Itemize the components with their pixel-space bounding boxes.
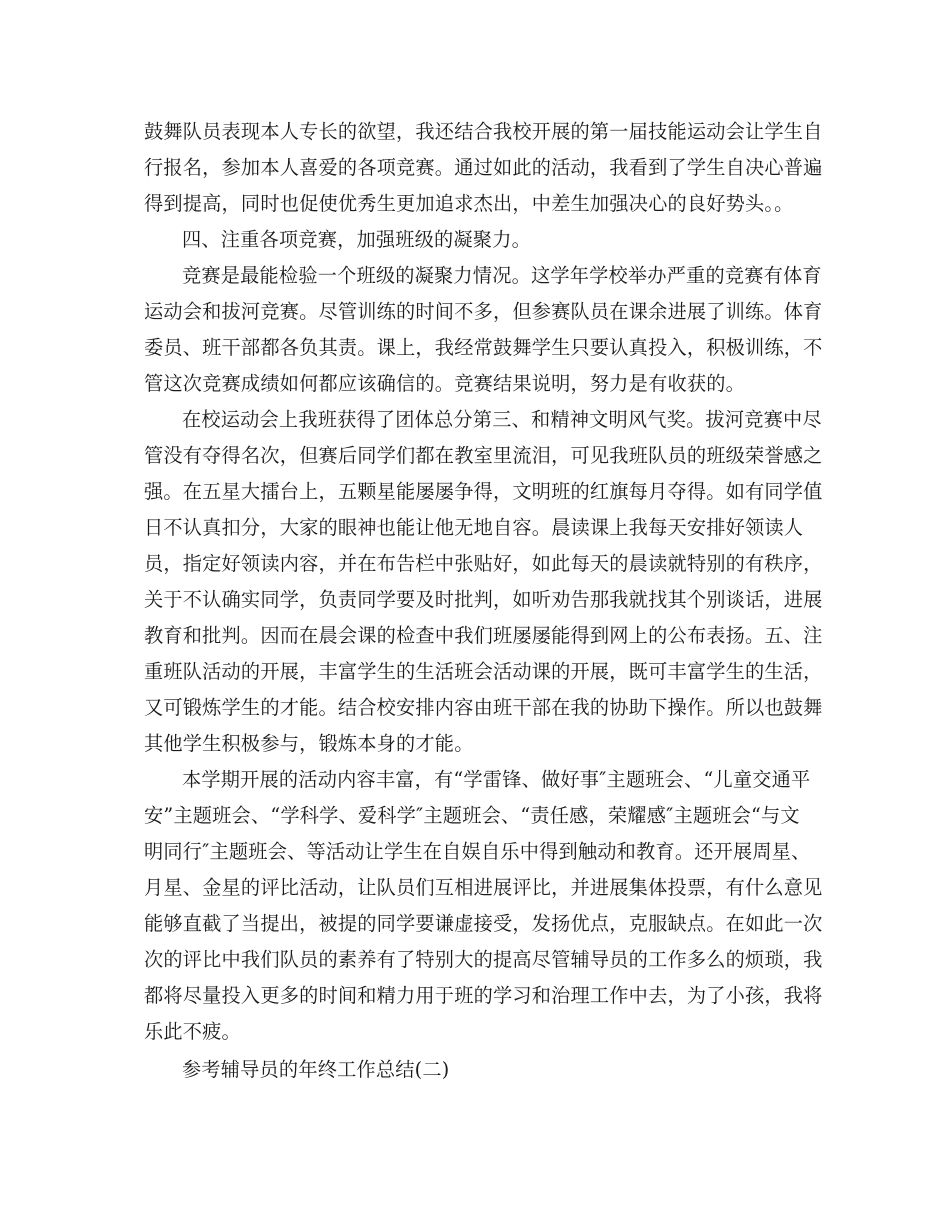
text-line: 员，指定好领读内容，并在布告栏中张贴好，如此每天的晨读就特别的有秩序， [144, 552, 823, 575]
text-line: 管这次竞赛成绩如何都应该确信的。竞赛结果说明，努力是有收获的。 [144, 372, 746, 395]
text-line: 行报名，参加本人喜爱的各项竞赛。通过如此的活动，我看到了学生自决心普遍 [144, 156, 823, 179]
text-line: 又可锻炼学生的才能。结合校安排内容由班干部在我的协助下操作。所以也鼓舞 [144, 696, 823, 719]
text-line: 本学期开展的活动内容丰富，有“学雷锋、做好事″主题班会、“儿童交通平 [182, 768, 811, 791]
text-line: 重班队活动的开展，丰富学生的生活班会活动课的开展，既可丰富学生的生活， [144, 660, 823, 683]
text-line: 能够直截了当提出，被提的同学要谦虚接受，发扬优点，克服缺点。在如此一次 [144, 912, 823, 935]
text-line: 其他学生积极参与，锻炼本身的才能。 [144, 732, 474, 755]
section-title: 参考辅导员的年终工作总结(二) [182, 1058, 450, 1081]
text-line: 在校运动会上我班获得了团体总分第三、和精神文明风气奖。拔河竞赛中尽 [182, 408, 822, 431]
text-line: 委员、班干部都各负其责。课上，我经常鼓舞学生只要认真投入，积极训练，不 [144, 336, 823, 359]
text-line: 安”主题班会、“学科学、爱科学″主题班会、“责任感，荣耀感″主题班会“与文 [144, 804, 800, 827]
text-line: 竞赛是最能检验一个班级的凝聚力情况。这学年学校举办严重的竞赛有体育 [182, 264, 822, 287]
text-line: 月星、金星的评比活动，让队员们互相进展评比，并进展集体投票，有什么意见 [144, 876, 823, 899]
text-line: 鼓舞队员表现本人专长的欲望，我还结合我校开展的第一届技能运动会让学生自 [144, 120, 823, 143]
section-heading: 四、注重各项竞赛，加强班级的凝聚力。 [182, 228, 531, 251]
text-line: 得到提高，同时也促使优秀生更加追求杰出，中差生加强决心的良好势头。。 [144, 192, 794, 215]
text-line: 教育和批判。因而在晨会课的检查中我们班屡屡能得到网上的公布表扬。五、注 [144, 624, 823, 647]
text-line: 次的评比中我们队员的素养有了特别大的提高尽管辅导员的工作多么的烦琐，我 [144, 948, 823, 971]
text-line: 关于不认确实同学，负责同学要及时批判，如听劝告那我就找其个别谈话，进展 [144, 588, 823, 611]
text-line: 运动会和拔河竞赛。尽管训练的时间不多，但参赛队员在课余进展了训练。体育 [144, 300, 823, 323]
text-line: 管没有夺得名次，但赛后同学们都在教室里流泪，可见我班队员的班级荣誉感之 [144, 444, 823, 467]
text-line: 都将尽量投入更多的时间和精力用于班的学习和治理工作中去，为了小孩，我将 [144, 984, 823, 1007]
text-line: 乐此不疲。 [144, 1020, 241, 1043]
text-line: 日不认真扣分，大家的眼神也能让他无地自容。晨读课上我每天安排好领读人 [144, 516, 804, 539]
text-line: 强。在五星大擂台上，五颗星能屡屡争得，文明班的红旗每月夺得。如有同学值 [144, 480, 823, 503]
text-line: 明同行″主题班会、等活动让学生在自娱自乐中得到触动和教育。还开展周星、 [144, 840, 811, 863]
